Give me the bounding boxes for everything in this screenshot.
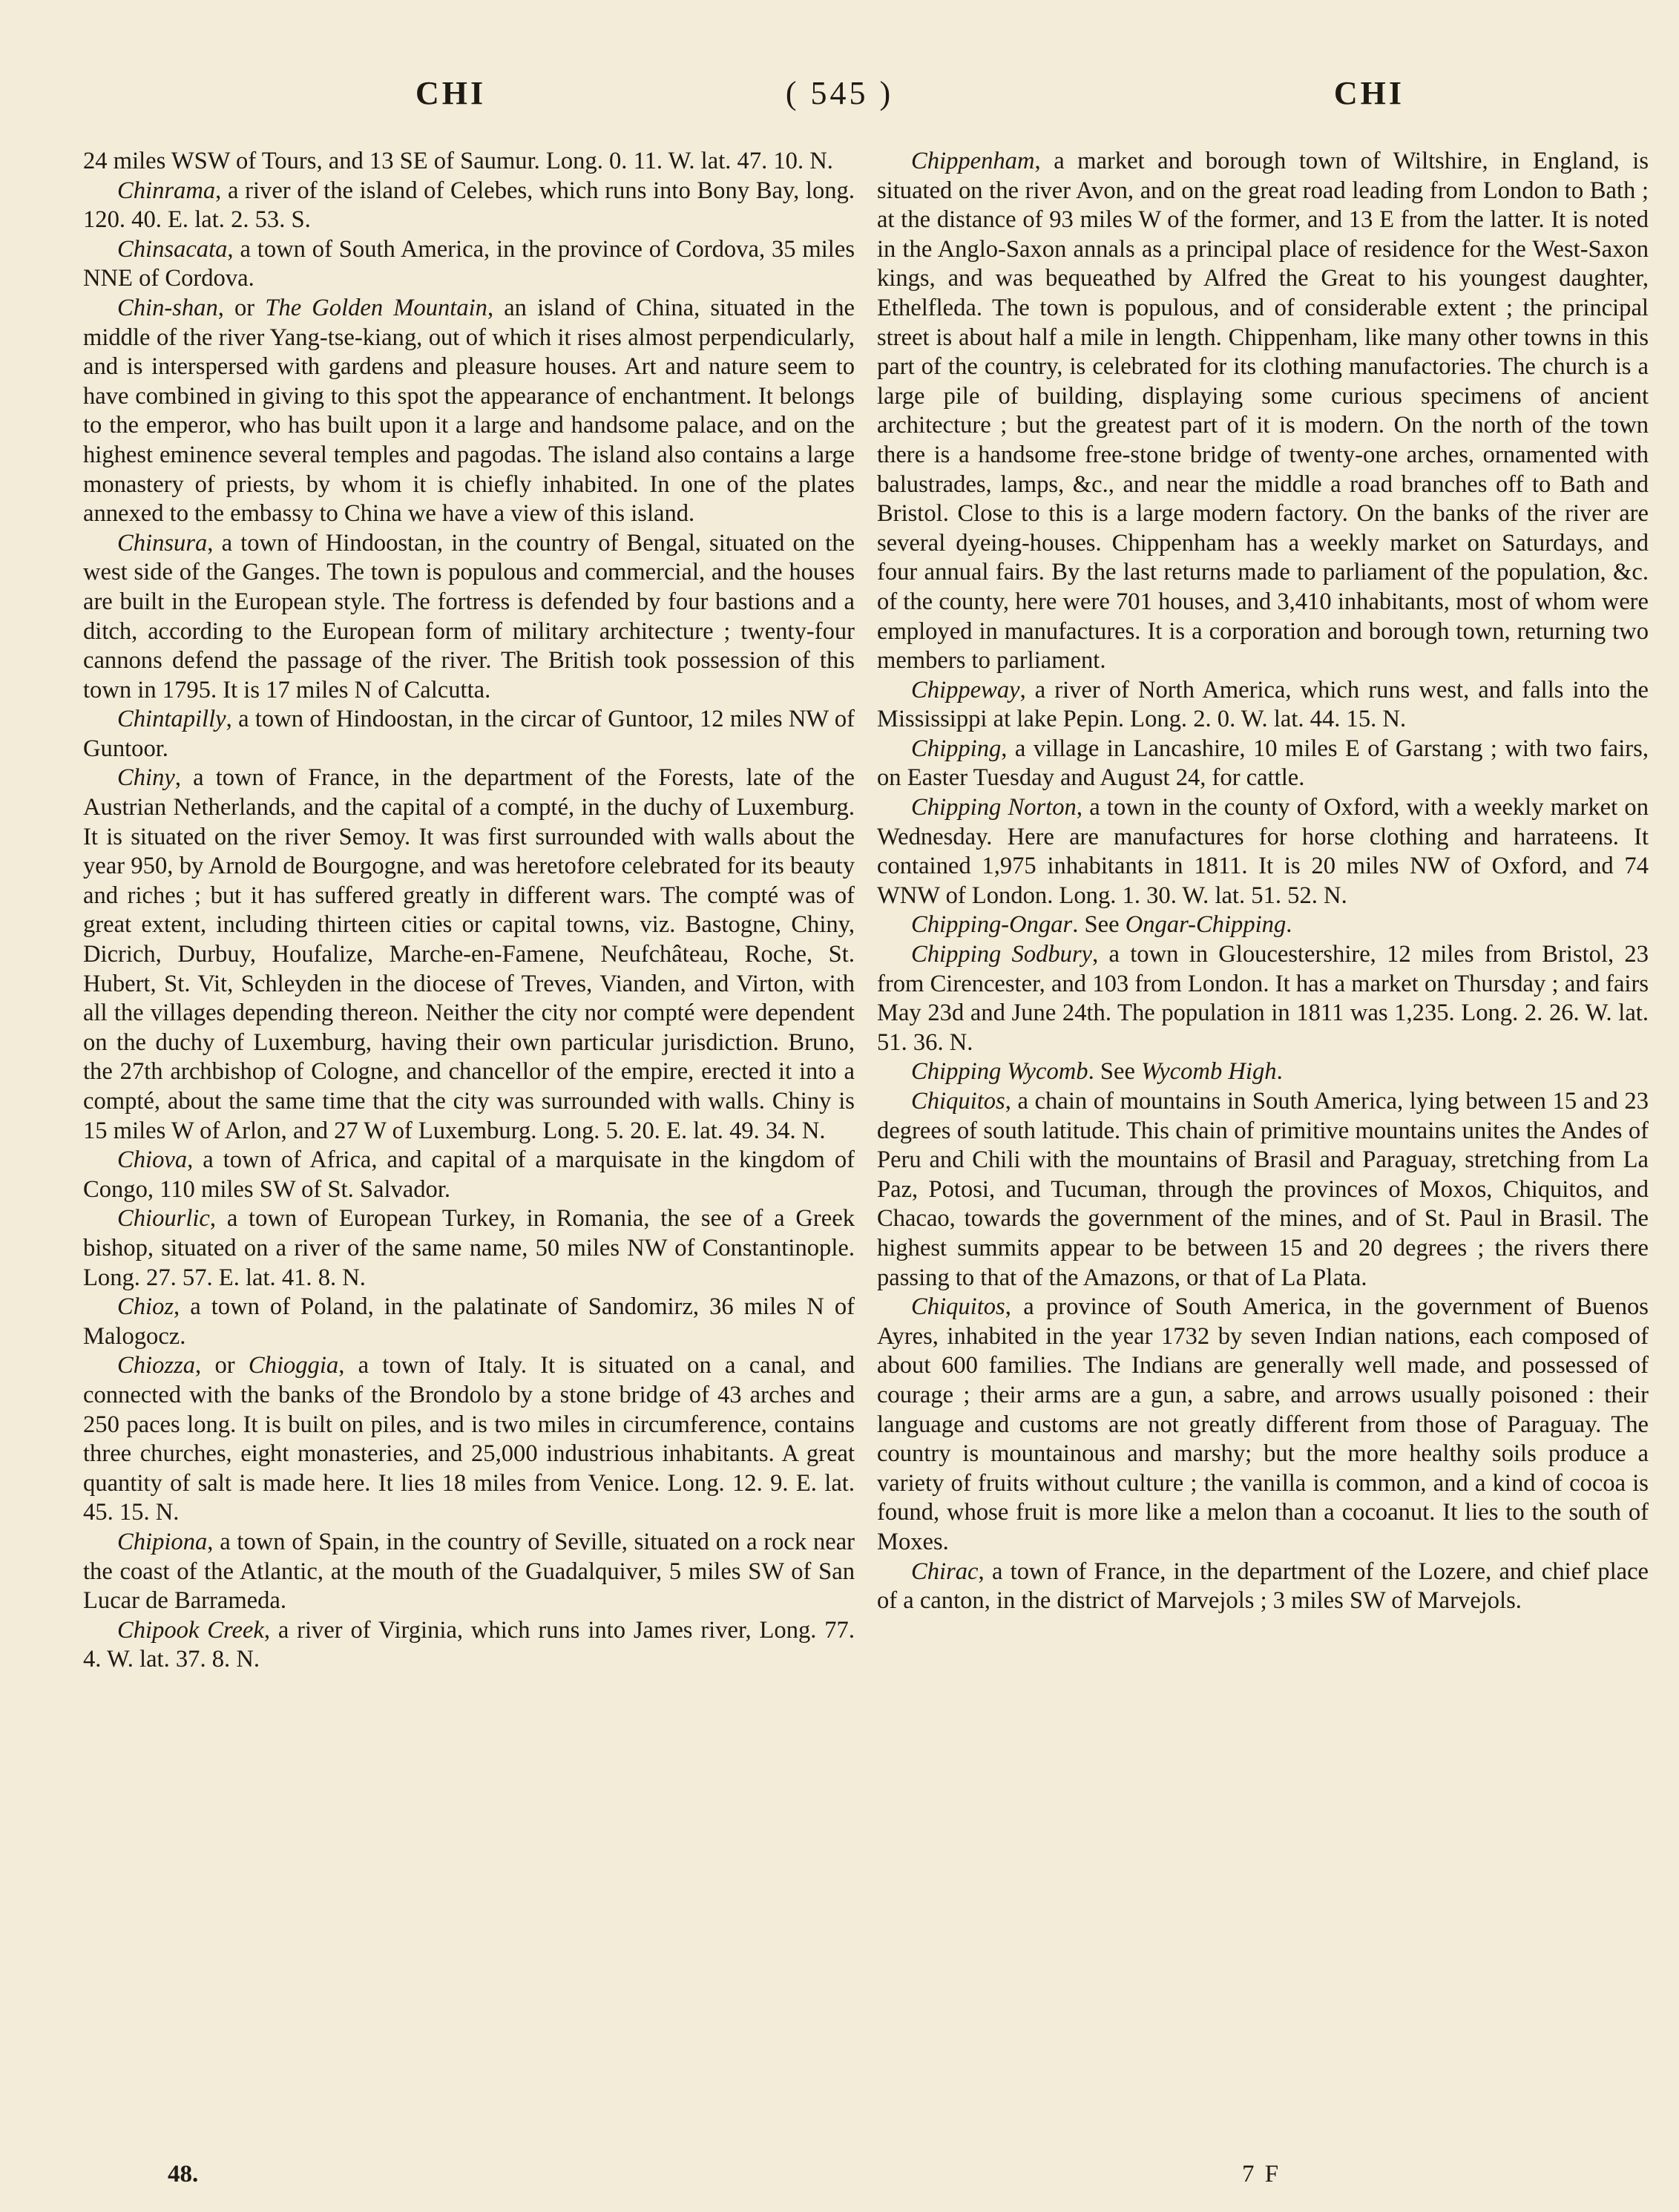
dictionary-entry <box>877 1293 1649 1557</box>
entry-headword: Chirac <box>911 1558 979 1585</box>
entry-headword: Chinsacata <box>117 235 228 263</box>
entry-separator: , <box>227 235 240 263</box>
entry-text: a chain of mountains in South America, lying between 15 and 23 degrees of south latitude. This chain of primitive mountains unites the Andes of Peru and Chili with the mountains of Brasil and Paraguay, stretching from La Paz, Potosi, and Tucuman, through the provinces of Moxos, Chiquitos, and Chacao, towards the government of the mines, and of St. Paul in Brasil. The highest summits appear to be between 15 and 20 degrees ; the rivers there passing to that of the Amazons, or that of La Plata. <box>877 1088 1649 1291</box>
dictionary-entry <box>83 1293 855 1351</box>
entry-text: a town of Poland, in the palatinate of Sandomirz, 36 miles N of Malogocz. <box>83 1293 855 1350</box>
dictionary-entry <box>877 1057 1649 1087</box>
dictionary-entry <box>877 793 1649 910</box>
entry-separator: , <box>207 1528 220 1555</box>
entry-alt-headword: Wycomb High <box>1141 1058 1277 1086</box>
entry-separator: , <box>174 1293 191 1321</box>
dictionary-entry <box>877 735 1649 793</box>
entry-headword: Chiova <box>117 1146 188 1174</box>
entry-text: a town of Hindoostan, in the country of Bengal, situated on the west side of the Ganges. The town is populous and commercial, and the houses are built in the European style. The fortress is defended by four bastions and a ditch, according to the European form of military architecture ; twenty-four cannons defend the passage of the river. The British took possession of this town in 1795. It is 17 miles N of Calcutta. <box>83 529 855 703</box>
entry-text: 24 miles WSW of Tours, and 13 SE of Saumur. Long. 0. 11. W. lat. 47. 10. N. <box>83 148 833 174</box>
entry-headword: Chioz <box>117 1293 174 1321</box>
dictionary-entry <box>83 294 855 529</box>
entry-alt-headword: Chioggia <box>248 1352 339 1379</box>
dictionary-entry <box>83 705 855 764</box>
dictionary-entry <box>877 1087 1649 1293</box>
signature-mark: 48. <box>168 2161 199 2188</box>
entry-separator: , <box>174 764 194 792</box>
entry-text: , a town of Italy. It is situated on a canal, and connected with the banks of the Brondolo by a stone bridge of 43 arches and 250 paces long. It is built on piles, and is two miles in circumference, contains three churches, eight monasteries, and 25,000 industrious inhabitants. A great quantity of salt is made here. It lies 18 miles from Venice. Long. 12. 9. E. lat. 45. 15. N. <box>83 1352 855 1526</box>
entry-headword: Chipping <box>911 735 1002 762</box>
entry-separator: , <box>1034 148 1054 174</box>
dictionary-entry <box>83 235 855 294</box>
dictionary-entry <box>83 1528 855 1616</box>
entry-headword: Chippeway <box>911 676 1020 703</box>
entry-text: a town of Hindoostan, in the circar of Guntoor, 12 miles NW of Guntoor. <box>83 706 855 762</box>
entry-separator: , <box>226 706 239 733</box>
right-column <box>877 147 1649 1616</box>
dictionary-entry <box>877 676 1649 735</box>
header-right-word: CHI <box>1333 75 1404 111</box>
header-left-word: CHI <box>415 75 487 111</box>
entry-text: a town in Gloucestershire, 12 miles from Bristol, 23 from Cirencester, and 103 from London. It has a market on Thursday ; and fairs May 23d and June 24th. The population in 1811 was 1,235. Long. 2. 26. W. lat. 51. 36. N. <box>877 941 1649 1056</box>
dictionary-entry <box>83 1616 855 1675</box>
entry-separator: . See <box>1088 1058 1142 1086</box>
entry-separator: , <box>1005 1088 1018 1115</box>
running-header <box>67 74 1612 126</box>
entry-separator: , <box>207 529 222 557</box>
dictionary-entry <box>83 1146 855 1204</box>
entry-text: a river of North America, which runs west, and falls into the Mississippi at lake Pepin. Long. 2. 0. W. lat. 44. 15. N. <box>877 676 1649 733</box>
entry-text: a river of the island of Celebes, which runs into Bony Bay, long. 120. 40. E. lat. 2. 53. S. <box>83 177 855 234</box>
entry-separator: , <box>209 1205 227 1233</box>
entry-text: a town in the county of Oxford, with a weekly market on Wednesday. Here are manufactures for horse clothing and harrateens. It contained 1,975 inhabitants in 1811. It is 20 miles NW of Oxford, and 74 WNW of London. Long. 1. 30. W. lat. 51. 52. N. <box>877 794 1649 909</box>
entry-text: , an island of China, situated in the middle of the river Yang-tse-kiang, out of which it rises almost perpendicularly, and is interspersed with gardens and pleasure houses. Art and nature seem to have combined in giving to this spot the appearance of enchantment. It belongs to the emperor, who has built upon it a large and handsome palace, and on the highest eminence several temples and pagodas. The island also contains a large monastery of priests, by whom it is chiefly inhabited. In one of the plates annexed to the embassy to China we have a view of this island. <box>83 294 855 528</box>
entry-headword: Chinrama <box>117 177 216 204</box>
dictionary-entry <box>83 147 855 177</box>
entry-text: . <box>1276 1058 1283 1086</box>
entry-separator: , or <box>195 1352 249 1379</box>
entry-text: a village in Lancashire, 10 miles E of Garstang ; with two fairs, on Easter Tuesday and August 24, for cattle. <box>877 735 1649 792</box>
catchword: 7 F <box>1242 2161 1281 2188</box>
entry-text: . <box>1286 911 1292 939</box>
entry-text: a town of European Turkey, in Romania, the see of a Greek bishop, situated on a river of the same name, 50 miles NW of Constantinople. Long. 27. 57. E. lat. 41. 8. N. <box>83 1205 855 1291</box>
dictionary-entry <box>83 1351 855 1528</box>
entry-alt-headword: Ongar-Chipping <box>1125 911 1287 939</box>
entry-headword: Chipping-Ongar <box>911 911 1073 939</box>
dictionary-entry <box>877 1558 1649 1616</box>
entry-text: a town of South America, in the province of Cordova, 35 miles NNE of Cordova. <box>83 235 855 292</box>
entry-text: a town of France, in the department of the Lozere, and chief place of a canton, in the district of Marvejols ; 3 miles SW of Marvejols. <box>877 1558 1649 1615</box>
entry-text: a town of Spain, in the country of Seville, situated on a rock near the coast of the Atlantic, at the mouth of the Guadalquiver, 5 miles SW of San Lucar de Barrameda. <box>83 1528 855 1615</box>
page-number: ( 545 ) <box>785 75 894 111</box>
dictionary-entry <box>877 940 1649 1057</box>
entry-headword: Chiourlic <box>117 1205 210 1233</box>
entry-headword: Chiquitos <box>911 1293 1005 1321</box>
dictionary-entry <box>83 177 855 235</box>
entry-headword: Chipping Norton <box>911 794 1077 821</box>
entry-headword: Chinsura <box>117 529 208 557</box>
entry-headword: Chintapilly <box>117 706 226 733</box>
entry-separator: . See <box>1072 911 1126 939</box>
entry-separator: , <box>1019 676 1035 703</box>
entry-text: a town of France, in the department of the Forests, late of the Austrian Netherlands, and the capital of a compté, in the duchy of Luxemburg. It is situated on the river Semoy. It was first surrounded with walls about the year 950, by Arnold de Bourgogne, and was heretofore celebrated for its beauty and riches ; but it has suffered greatly in different wars. The compté was of great extent, including thirteen cities or capital towns, viz. Bastogne, Chiny, Dicrich, Durbuy, Houfalize, Marche-en-Famene, Neufchâteau, Roche, St. Hubert, St. Vit, Schleyden in the diocese of Treves, Vianden, and Virton, with all the villages depending thereon. Neither the city nor compté were dependent on the duchy of Luxemburg, having their own particular jurisdiction. Bruno, the 27th archbishop of Cologne, and chancellor of the empire, erected it into a compté, about the same time that the city was surrounded with walls. Chiny is 15 miles W of Arlon, and 27 W of Luxemburg. Long. 5. 20. E. lat. 49. 34. N. <box>83 764 855 1144</box>
entry-separator: , <box>187 1146 203 1174</box>
dictionary-entry <box>83 529 855 706</box>
entry-separator: , or <box>217 294 266 321</box>
entry-headword: Chippenham <box>911 148 1035 174</box>
entry-headword: Chipiona <box>117 1528 208 1555</box>
entry-headword: Chiny <box>117 764 175 792</box>
entry-text: a market and borough town of Wiltshire, in England, is situated on the river Avon, and on the great road leading from London to Bath ; at the distance of 93 miles W of the former, and 13 E from the latter. It is noted in the Anglo-Saxon annals as a principal place of residence for the West-Saxon kings, and was bequeathed by Alfred the Great to his youngest daughter, Ethelfleda. The town is populous, and of considerable extent ; the principal street is about half a mile in length. Chippenham, like many other towns in this part of the country, is celebrated for its clothing manufactories. The church is a large pile of building, displaying some curious specimens of ancient architecture ; but the greatest part of it is modern. On the north of the town there is a handsome free-stone bridge of twenty-one arches, ornamented with balustrades, lamps, &c., and near the middle a road branches off to Bath and Bristol. Close to this is a large modern factory. On the banks of the river are several dyeing-houses. Chippenham has a weekly market on Saturdays, and four annual fairs. By the last returns made to parliament of the population, &c. of the county, here were 701 houses, and 3,410 inhabitants, most of whom were employed in manufactures. It is a corporation and borough town, returning two members to parliament. <box>877 148 1649 675</box>
dictionary-entry <box>83 764 855 1146</box>
dictionary-entry <box>877 910 1649 940</box>
entry-separator: , <box>978 1558 992 1585</box>
entry-headword: Chiquitos <box>911 1088 1005 1115</box>
entry-text: a river of Virginia, which runs into James river, Long. 77. 4. W. lat. 37. 8. N. <box>83 1616 855 1673</box>
entry-headword: Chipping Wycomb <box>911 1058 1088 1086</box>
entry-headword: Chipook Creek <box>117 1616 264 1644</box>
entry-text: a town of Africa, and capital of a marquisate in the kingdom of Congo, 110 miles SW of St. Salvador. <box>83 1146 855 1203</box>
dictionary-entry <box>877 147 1649 676</box>
dictionary-entry <box>83 1204 855 1293</box>
entry-text: a province of South America, in the government of Buenos Ayres, inhabited in the year 1732 by seven Indian nations, each composed of about 600 families. The Indians are generally well made, and possessed of courage ; their arms are a gun, a sabre, and arrows usually poisoned : their language and customs are not greatly different from those of Paraguay. The country is mountainous and marshy; but the more healthy soils produce a variety of fruits without culture ; the vanilla is common, and a kind of cocoa is found, whose fruit is more like a melon than a cocoanut. It lies to the south of Moxes. <box>877 1293 1649 1555</box>
entry-separator: , <box>1005 1293 1024 1321</box>
entry-separator: , <box>263 1616 278 1644</box>
entry-headword: Chiozza <box>117 1352 196 1379</box>
entry-separator: , <box>1001 735 1015 762</box>
left-column <box>83 147 855 1675</box>
entry-headword: Chin-shan <box>117 294 218 321</box>
entry-alt-headword: The Golden Mountain <box>265 294 487 321</box>
entry-separator: , <box>1092 941 1109 968</box>
entry-headword: Chipping Sodbury <box>911 941 1093 968</box>
entry-separator: , <box>1076 794 1090 821</box>
entry-separator: , <box>215 177 228 204</box>
